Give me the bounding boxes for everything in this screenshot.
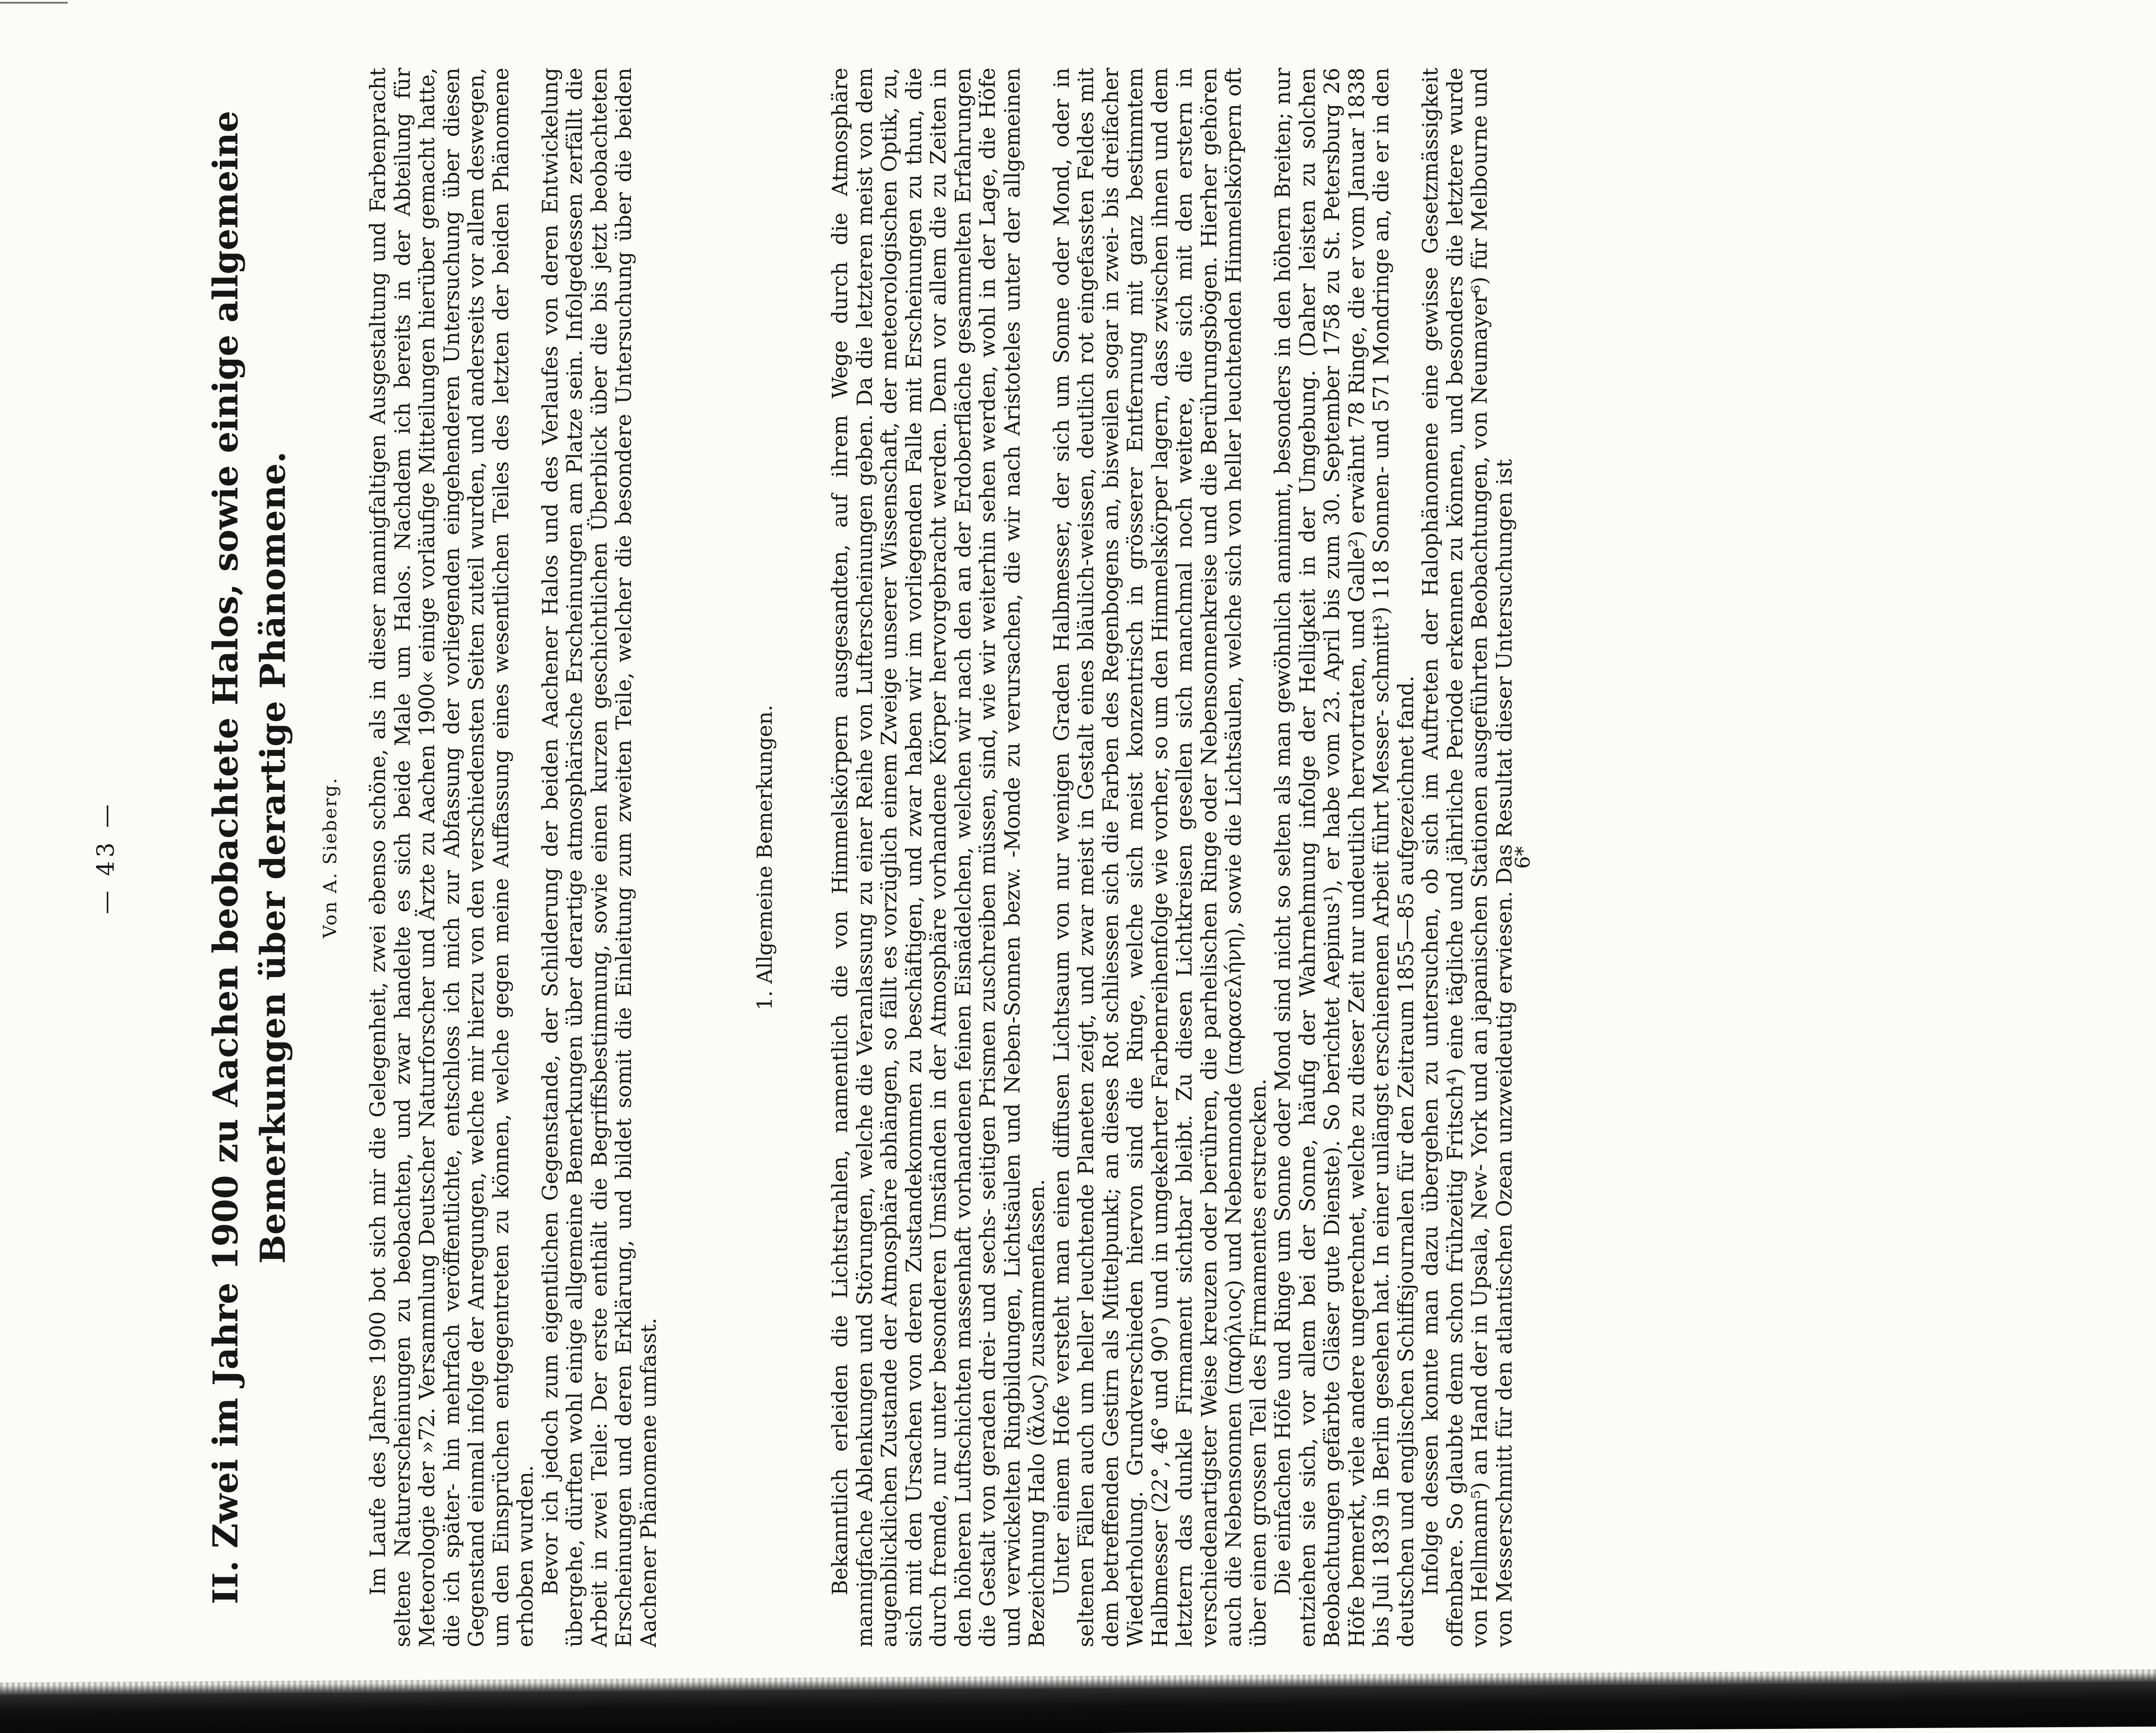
body-paragraph: Bekanntlich erleiden die Lichtstrahlen, namentlich die von Himmelskörpern ausgesandten, auf ihrem Wege durch die Atmosphäre mannigfache Ablenkungen und Störungen, welche die Veranlassung zu einer Reihe von Lufterscheinungen geben. Da die letzteren meist von dem augenblicklichen Zustande der Atmosphäre abhängen, so fällt es vorzüglich einem Zweige unserer Wissenschaft, der meteorologischen Optik, zu, sich mit den Ursachen von deren Zustandekommen zu beschäftigen, und zwar haben wir im vorliegenden Falle mit Erscheinungen zu thun, die durch fremde, nur unter besonderen Umständen in der Atmosphäre vorhandene Körper hervorgebracht werden. Denn vor allem die zu Zeiten in den höheren Luftschichten massenhaft vorhandenen feinen Eisnädelchen, welchen wir nach den an der Erdoberfläche gesammelten Erfahrungen die Gestalt von geraden drei- und sechs- seitigen Prismen zuschreiben müssen, sind, wie wir weiterhin sehen werden, wohl in der Lage, die Höfe und verwickelten Ringbildungen, Lichtsäulen und Neben-Sonnen bezw. -Monde zu verursachen, die wir nach Aristoteles unter der allgemeinen Bezeichnung Halo (ἅλως) zusammenfassen. <box>828 68 1049 1647</box>
body-paragraph: Die einfachen Höfe und Ringe um Sonne oder Mond sind nicht so selten als man gewöhnlich annimmt, besonders in den höhern Breiten; nur entziehen sie sich, vor allem bei der Sonne, häufig der Wahrnehmung infolge der Helligkeit in der Umgebung. (Daher leisten zu solchen Beobachtungen gefärbte Gläser gute Dienste). So berichtet Aepinus¹), er habe vom 23. April bis zum 30. September 1758 zu St. Petersburg 26 Höfe bemerkt, viele andere ungerechnet, welche zu dieser Zeit nur undeutlich hervortraten, und Galle²) erwähnt 78 Ringe, die er vom Januar 1838 bis Juli 1839 in Berlin gesehen hat. In einer unlängst erschienenen Arbeit führt Messer- schmitt³) 118 Sonnen- und 571 Mondringe an, die er in den deutschen und englischen Schiffsjournalen für den Zeitraum 1855—85 aufgezeichnet fand. <box>1270 68 1418 1647</box>
author-line: Von A. Sieberg. <box>320 777 341 938</box>
intro-paragraph: Bevor ich jedoch zum eigentlichen Gegenstande, der Schilderung der beiden Aachener Halos und des Verlaufes von deren Entwickelung übergehe, dürften wohl einige allgemeine Bemerkungen über derartige atmosphärische Erscheinungen am Platze sein. Infolgedessen zerfällt die Arbeit in zwei Teile: Der erste enthält die Begriffsbestimmung, sowie einen kurzen geschichtlichen Überblick über die bis jetzt beobachteten Erscheinungen und deren Erklärung, und bildet somit die Einleitung zum zweiten Teile, welcher die besondere Untersuchung über die beiden Aachener Phänomene umfasst. <box>538 68 661 1647</box>
article-body <box>366 68 1534 1647</box>
body-paragraph: Infolge dessen konnte man dazu übergehen zu untersuchen, ob sich im Auftreten der Halophänomene eine gewisse Gesetzmässigkeit offenbare. So glaubte denn schon frühzeitig Fritsch⁴) eine tägliche und jährliche Periode erkennen zu können, und besonders die letztere wurde von Hellmann⁵) an Hand der in Upsala, New- York und an japanischen Stationen ausgeführten Beobachtungen, von Neumayer⁶) für Melbourne und von Messerschmitt für den atlantischen Ozean unzweideutig erwiesen. Das Resultat dieser Untersuchungen ist <box>1418 68 1516 1647</box>
page-text-block <box>90 68 1986 1647</box>
intro-paragraph: Im Laufe des Jahres 1900 bot sich mir die Gelegenheit, zwei ebenso schöne, als in dieser mannigfaltigen Ausgestaltung und Farbenpracht seltene Naturerscheinungen zu beobachten, und zwar handelte es sich beide Male um Halos. Nachdem ich bereits in der Abteilung für Meteorologie der »72. Versammlung Deutscher Naturforscher und Ärzte zu Aachen 1900« einige vorläufige Mitteilungen hierüber gemacht hatte, die ich später- hin mehrfach veröffentlichte, entschloss ich mich zur Abfassung der vorliegenden eingehenderen Untersuchung über diesen Gegenstand einmal infolge der Anregungen, welche mir hierzu von den verschiedensten Seiten zuteil wurden, und anderseits vor allem deswegen, um den Einsprüchen entgegentreten zu können, welche gegen meine Auffassung eines wesentlichen Teiles des letzten der beiden Phänomene erhoben wurden. <box>366 68 538 1647</box>
signature-mark: 6* <box>1512 846 1535 869</box>
article-title-line-1: II. Zwei im Jahre 1900 zu Aachen beobachtete Halos, sowie einige allgemeine <box>205 111 246 1604</box>
body-paragraph: Unter einem Hofe versteht man einen diffusen Lichtsaum von nur wenigen Graden Halbmesser, der sich um Sonne oder Mond, oder in seltenen Fällen auch um heller leuchtende Planeten zeigt, und zwar meist in Gestalt eines bläulich-weissen, deutlich rot eingefassten Feldes mit dem betreffenden Gestirn als Mittelpunkt; an dieses Rot schliessen sich die Farben des Regenbogens an, bisweilen sogar in zwei- bis dreifacher Wiederholung. Grundverschieden hiervon sind die Ringe, welche sich meist konzentrisch in grösserer Entfernung mit ganz bestimmtem Halbmesser (22°, 46° und 90°) und in umgekehrter Farbenreihenfolge wie vorher, so um den Himmelskörper lagern, dass zwischen ihnen und dem letztern das dunkle Firmament sichtbar bleibt. Zu diesen Lichtkreisen gesellen sich manchmal noch weitere, die sich mit den erstern in verschiedenartigster Weise kreuzen oder berühren, die parhelischen Ringe oder Nebensonnenkreise und die Berührungsbögen. Hierher gehören auch die Nebensonnen (παρήλιος) und Nebenmonde (παρασελήνη), sowie die Lichtsäulen, welche sich von heller leuchtenden Himmelskörpern oft über einen grossen Teil des Firmamentes erstrecken. <box>1049 68 1270 1647</box>
top-edge-rule <box>0 2 68 4</box>
page-number: — 43 — <box>93 801 120 914</box>
rotated-page-content <box>90 68 1986 1647</box>
section-heading: 1. Allgemeine Bemerkungen. <box>752 704 777 1010</box>
article-title-line-2: Bemerkungen über derartige Phänomene. <box>253 451 293 1264</box>
